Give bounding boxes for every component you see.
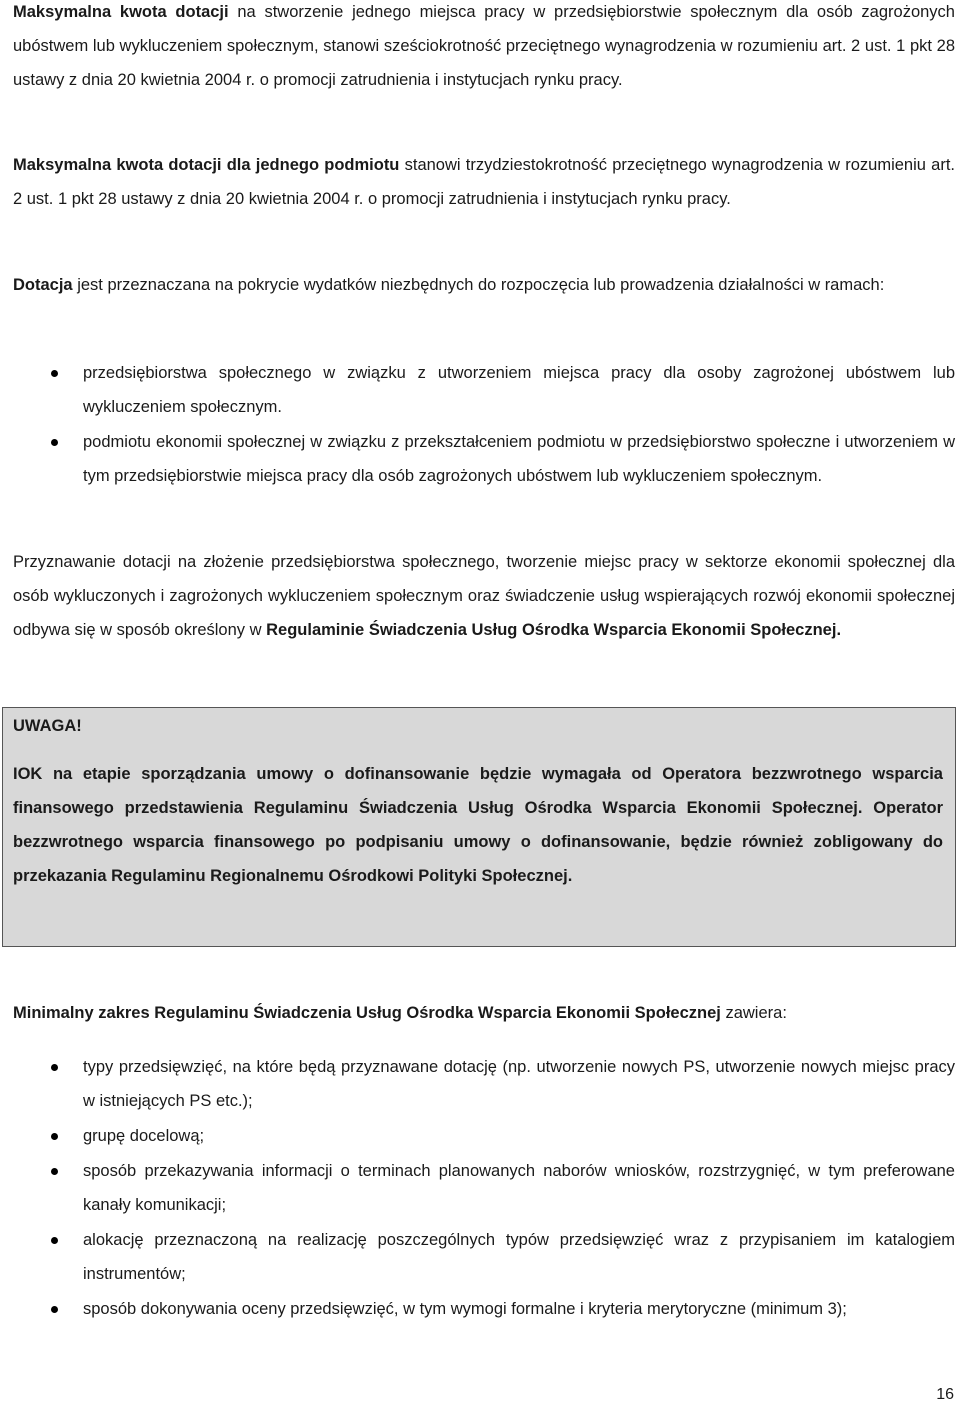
list-item-text: sposób przekazywania informacji o terminach planowanych naborów wniosków, rozstrzygnięć, w tym preferowane kanały komunikacji; xyxy=(83,1162,955,1214)
list-item xyxy=(13,1050,955,1118)
page-number: 16 xyxy=(936,1386,954,1403)
list-item-text: typy przedsięwzięć, na które będą przyznawane dotację (np. utworzenie nowych PS, utworzenie nowych miejsc pracy w istniejących PS etc.); xyxy=(83,1058,955,1110)
paragraph-text: na stworzenie jednego miejsca pracy w przedsiębiorstwie społecznym dla osób zagrożonych ubóstwem lub wykluczeniem społecznym, stanowi sześciokrotność przeciętnego wynagrodzenia w rozumieniu art. 2 ust. 1 pkt 28 ustawy z dnia 20 kwietnia 2004 r. o promocji zatrudnienia i instytucjach rynku pracy. xyxy=(13,3,955,89)
list-item-text: alokację przeznaczoną na realizację poszczególnych typów przedsięwzięć wraz z przypisaniem im katalogiem instrumentów; xyxy=(83,1231,955,1283)
notice-box xyxy=(2,707,956,947)
bold-lead: Dotacja xyxy=(13,276,73,294)
paragraph-text: zawiera: xyxy=(720,1004,787,1022)
list-item xyxy=(13,1154,955,1222)
list-item-text: podmiotu ekonomii społecznej w związku z przekształceniem podmiotu w przedsiębiorstwo społeczne i utworzeniem w tym przedsiębiorstwie miejsca pracy dla osób zagrożonych ubóstwem lub wykluczeniem społecznym. xyxy=(83,433,955,485)
bold-lead: Minimalny zakres Regulaminu Świadczenia Usług Ośrodka Wsparcia Ekonomii Społecznej xyxy=(13,1004,721,1022)
paragraph-regulation-scope xyxy=(13,996,955,1030)
paragraph-grant-procedure xyxy=(13,545,955,647)
paragraph-text: jest przeznaczana na pokrycie wydatków niezbędnych do rozpoczęcia lub prowadzenia działalności w ramach: xyxy=(72,276,885,294)
paragraph-max-grant-per-job xyxy=(13,0,955,97)
paragraph-text: Przyznawanie dotacji na złożenie przedsiębiorstwa społecznego, tworzenie miejsc pracy w sektorze ekonomii społecznej dla osób wykluczonych i zagrożonych wykluczeniem społecznym oraz świadczenie usług wspierających rozwój ekonomii społecznej odbywa się w sposób określony w xyxy=(13,553,955,639)
list-item xyxy=(13,356,955,424)
bullet-icon xyxy=(51,370,58,377)
bullet-icon xyxy=(51,1064,58,1071)
list-item xyxy=(13,425,955,493)
bullet-icon xyxy=(51,439,58,446)
grant-scope-list xyxy=(13,356,955,494)
bold-lead: Maksymalna kwota dotacji dla jednego podmiotu xyxy=(13,156,400,174)
regulation-scope-list xyxy=(13,1050,955,1327)
list-item-text: przedsiębiorstwa społecznego w związku z utworzeniem miejsca pracy dla osoby zagrożonej ubóstwem lub wykluczeniem społecznym. xyxy=(83,364,955,416)
notice-title: UWAGA! xyxy=(13,717,82,735)
paragraph-grant-purpose xyxy=(13,268,955,302)
bullet-icon xyxy=(51,1133,58,1140)
bold-tail: Regulaminie Świadczenia Usług Ośrodka Wsparcia Ekonomii Społecznej. xyxy=(266,621,842,639)
bullet-icon xyxy=(51,1306,58,1313)
bullet-icon xyxy=(51,1237,58,1244)
list-item-text: grupę docelową; xyxy=(83,1127,205,1145)
paragraph-text: stanowi trzydziestokrotność przeciętnego wynagrodzenia w rozumieniu art. 2 ust. 1 pkt 28 ustawy z dnia 20 kwietnia 2004 r. o promocji zatrudnienia i instytucjach rynku pracy. xyxy=(13,156,955,208)
list-item xyxy=(13,1119,955,1153)
bullet-icon xyxy=(51,1168,58,1175)
notice-text: IOK na etapie sporządzania umowy o dofinansowanie będzie wymagała od Operatora bezzwrotnego wsparcia finansowego przedstawienia Regulaminu Świadczenia Usług Ośrodka Wsparcia Ekonomii Społecznej. Operator bezzwrotnego wsparcia finansowego po podpisaniu umowy o dofinansowanie, będzie również zobligowany do przekazania Regulaminu Regionalnemu Ośrodkowi Polityki Społecznej. xyxy=(13,765,943,885)
list-item-text: sposób dokonywania oceny przedsięwzięć, w tym wymogi formalne i kryteria merytoryczne (minimum 3); xyxy=(83,1300,847,1318)
list-item xyxy=(13,1292,955,1326)
list-item xyxy=(13,1223,955,1291)
bold-lead: Maksymalna kwota dotacji xyxy=(13,3,229,21)
paragraph-max-grant-per-entity xyxy=(13,148,955,216)
